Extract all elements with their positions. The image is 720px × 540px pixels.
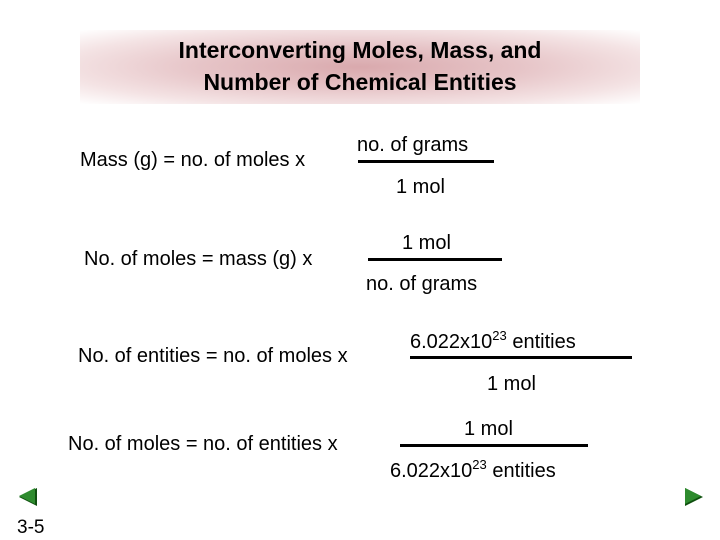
- slide-title: [80, 34, 640, 98]
- fraction-bar: [410, 356, 632, 359]
- fraction-denominator: [390, 457, 556, 482]
- numerator-base: 6.022x10: [410, 331, 493, 353]
- slide-number: 3-5: [17, 517, 45, 538]
- fraction-bar: [358, 160, 494, 163]
- next-slide-button[interactable]: [684, 487, 704, 507]
- fraction-numerator: 1 mol: [464, 418, 513, 440]
- fraction-numerator: [410, 328, 576, 353]
- equation-lhs: Mass (g) = no. of moles x: [80, 149, 306, 171]
- fraction-denominator: 1 mol: [487, 373, 536, 395]
- equation-lhs: No. of moles = no. of entities x: [68, 433, 338, 455]
- previous-slide-button[interactable]: [18, 487, 38, 507]
- fraction-denominator: no. of grams: [366, 273, 478, 295]
- fraction-numerator: no. of grams: [357, 134, 469, 156]
- title-line-1: Interconverting Moles, Mass, and: [178, 37, 542, 63]
- denominator-base: 6.022x10: [390, 460, 473, 482]
- fraction-numerator: 1 mol: [402, 232, 451, 254]
- fraction-denominator: 1 mol: [396, 176, 445, 198]
- numerator-unit: entities: [506, 331, 576, 353]
- title-line-2: Number of Chemical Entities: [203, 69, 517, 95]
- equation-lhs: No. of entities = no. of moles x: [78, 345, 348, 367]
- denominator-exponent: 23: [472, 457, 487, 472]
- green-left-triangle-icon: [18, 487, 38, 507]
- numerator-exponent: 23: [492, 328, 507, 343]
- fraction-bar: [368, 258, 502, 261]
- denominator-unit: entities: [486, 460, 556, 482]
- equation-lhs: No. of moles = mass (g) x: [84, 248, 313, 270]
- fraction-bar: [400, 444, 588, 447]
- green-right-triangle-icon: [684, 487, 704, 507]
